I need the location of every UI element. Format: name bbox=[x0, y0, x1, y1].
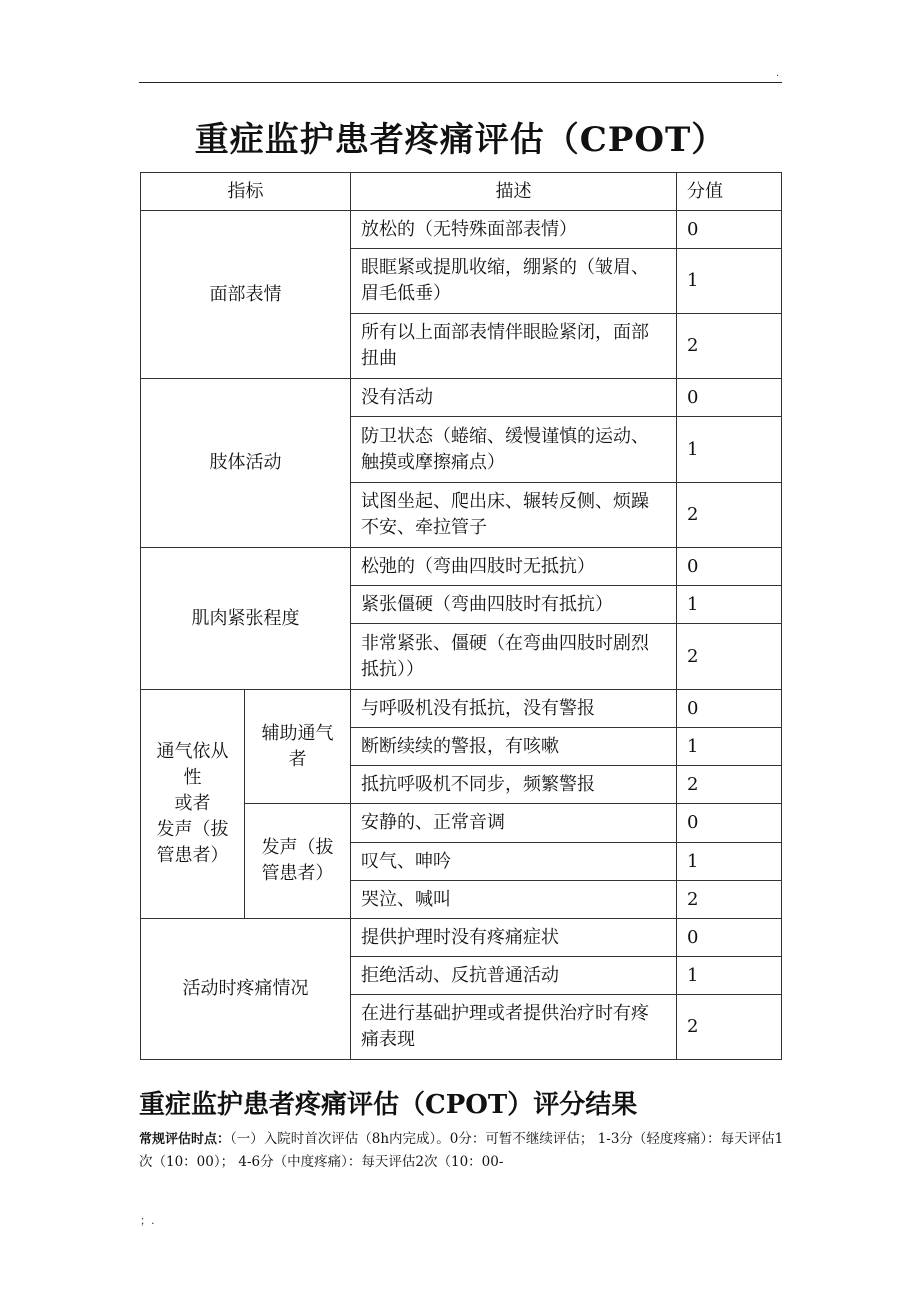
compliance-label-line: 性 bbox=[183, 767, 202, 788]
score-cell: 2 bbox=[677, 766, 782, 804]
desc-cell: 拒绝活动、反抗普通活动 bbox=[351, 957, 677, 995]
indicator-muscle: 肌肉紧张程度 bbox=[141, 548, 351, 690]
compliance-label-line: 发声（拔 bbox=[156, 819, 229, 840]
desc-cell: 紧张僵硬（弯曲四肢时有抵抗） bbox=[351, 586, 677, 624]
score-cell: 2 bbox=[677, 624, 782, 690]
desc-cell: 叹气、呻吟 bbox=[351, 843, 677, 881]
desc-cell: 试图坐起、爬出床、辗转反侧、烦躁不安、牵拉管子 bbox=[351, 483, 677, 548]
desc-cell: 哭泣、喊叫 bbox=[351, 881, 677, 919]
result-title: 重症监护患者疼痛评估（CPOT）评分结果 bbox=[139, 1090, 638, 1120]
desc-cell: 放松的（无特殊面部表情） bbox=[351, 211, 677, 249]
table-row bbox=[141, 919, 782, 957]
note-label: 常规评估时点： bbox=[139, 1132, 231, 1147]
desc-cell: 提供护理时没有疼痛症状 bbox=[351, 919, 677, 957]
desc-cell: 安静的、正常音调 bbox=[351, 804, 677, 843]
indicator-body: 肢体活动 bbox=[141, 379, 351, 548]
score-cell: 0 bbox=[677, 690, 782, 728]
header-indicator: 指标 bbox=[141, 173, 351, 211]
score-cell: 2 bbox=[677, 483, 782, 548]
desc-cell: 断断续续的警报，有咳嗽 bbox=[351, 728, 677, 766]
compliance-label-line: 管患者） bbox=[156, 845, 229, 866]
indicator-extubated: 发声（拔管患者） bbox=[245, 804, 351, 919]
indicator-compliance bbox=[141, 690, 245, 919]
desc-cell: 所有以上面部表情伴眼睑紧闭，面部扭曲 bbox=[351, 314, 677, 379]
score-cell: 1 bbox=[677, 586, 782, 624]
score-cell: 1 bbox=[677, 728, 782, 766]
desc-cell: 非常紧张、僵硬（在弯曲四肢时剧烈抵抗）） bbox=[351, 624, 677, 690]
compliance-label-line: 或者 bbox=[174, 793, 211, 814]
score-cell: 0 bbox=[677, 379, 782, 417]
header-rule bbox=[139, 82, 782, 83]
score-cell: 2 bbox=[677, 995, 782, 1060]
table-row bbox=[141, 379, 782, 417]
table-row bbox=[141, 690, 782, 728]
assessment-note bbox=[139, 1128, 784, 1174]
compliance-label-line: 通气依从 bbox=[156, 741, 229, 762]
footer-mark: ；. bbox=[140, 1214, 155, 1227]
score-cell: 0 bbox=[677, 548, 782, 586]
score-cell: 0 bbox=[677, 919, 782, 957]
header-score: 分值 bbox=[677, 173, 782, 211]
table-row bbox=[141, 548, 782, 586]
score-cell: 1 bbox=[677, 249, 782, 314]
score-cell: 2 bbox=[677, 314, 782, 379]
table-header-row bbox=[141, 173, 782, 211]
desc-cell: 松弛的（弯曲四肢时无抵抗） bbox=[351, 548, 677, 586]
cpot-table bbox=[140, 172, 782, 1060]
desc-cell: 与呼吸机没有抵抗，没有警报 bbox=[351, 690, 677, 728]
indicator-facial: 面部表情 bbox=[141, 211, 351, 379]
score-cell: 2 bbox=[677, 881, 782, 919]
header-dot: . bbox=[776, 68, 780, 79]
desc-cell: 抵抗呼吸机不同步，频繁警报 bbox=[351, 766, 677, 804]
indicator-ventilated: 辅助通气者 bbox=[245, 690, 351, 804]
score-cell: 1 bbox=[677, 957, 782, 995]
note-text: （一）入院时首次评估（8h内完成）。0分：可暂不继续评估； 1-3分（轻度疼痛）：每天评估1次（10：00）； 4-6分（中度疼痛）：每天评估2次（10：00- bbox=[139, 1131, 784, 1170]
desc-cell: 防卫状态（蜷缩、缓慢谨慎的运动、触摸或摩擦痛点） bbox=[351, 417, 677, 483]
score-cell: 1 bbox=[677, 843, 782, 881]
score-cell: 0 bbox=[677, 804, 782, 843]
table-row bbox=[141, 211, 782, 249]
desc-cell: 没有活动 bbox=[351, 379, 677, 417]
indicator-activity: 活动时疼痛情况 bbox=[141, 919, 351, 1060]
score-cell: 1 bbox=[677, 417, 782, 483]
header-description: 描述 bbox=[351, 173, 677, 211]
page-title: 重症监护患者疼痛评估（CPOT） bbox=[194, 120, 727, 160]
desc-cell: 在进行基础护理或者提供治疗时有疼痛表现 bbox=[351, 995, 677, 1060]
score-cell: 0 bbox=[677, 211, 782, 249]
desc-cell: 眼眶紧或提肌收缩，绷紧的（皱眉、眉毛低垂） bbox=[351, 249, 677, 314]
